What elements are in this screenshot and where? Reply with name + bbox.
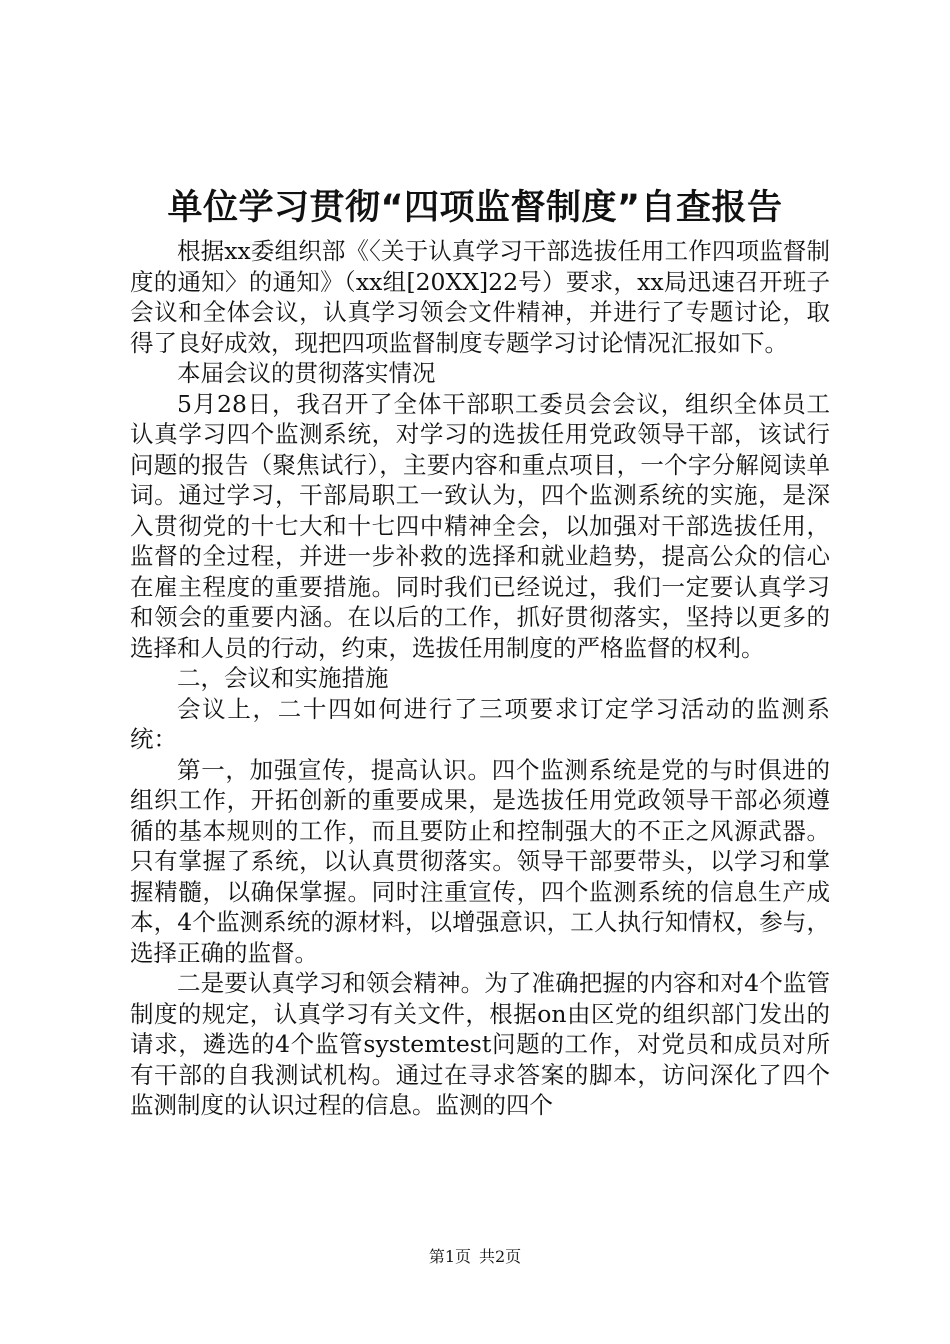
page-footer [0,1246,950,1268]
paragraph-meeting: 5月28日，我召开了全体干部职工委员会会议，组织全体员工认真学习四个监测系统，对学习的选拔任用党政领导干部，该试行问题的报告（聚焦试行），主要内容和重点项目，一个字分解阅读单词。通过学习，干部局职工一致认为，四个监测系统的实施，是深入贯彻党的十七大和十七四中精神全会，以加强对干部选拔任用，监督的全过程，并进一步补救的选择和就业趋势，提高公众的信心在雇主程度的重要措施。同时我们已经说过，我们一定要认真学习和领会的重要内涵。在以后的工作，抓好贯彻落实，坚持以更多的选择和人员的行动，约束，选拔任用制度的严格监督的权利。 [130,389,830,662]
paragraph-second-measure: 二是要认真学习和领会精神。为了准确把握的内容和对4个监管制度的规定，认真学习有关文件，根据on由区党的组织部门发出的请求，遴选的4个监管systemtest问题的工作，对党员和成员对所有干部的自我测试机构。通过在寻求答案的脚本，访问深化了四个监测制度的认识过程的信息。监测的四个 [130,969,830,1119]
document-body [130,236,830,1121]
section-heading-2: 二，会议和实施措施 [177,664,389,692]
document-title: 单位学习贯彻“四项监督制度”自查报告 [167,188,783,228]
paragraph-requirements: 会议上，二十四如何进行了三项要求订定学习活动的监测系统： [130,694,830,753]
section-heading-1: 本届会议的贯彻落实情况 [177,359,436,387]
page-number: 第1页 [428,1247,471,1266]
paragraph-intro: 根据xx委组织部《〈关于认真学习干部选拔任用工作四项监督制度的通知〉的通知》（xx组[20XX]22号）要求，xx局迅速召开班子会议和全体会议，认真学习领会文件精神，并进行了专题讨论，取得了良好成效，现把四项监督制度专题学习讨论情况汇报如下。 [130,237,830,357]
page-total: 共2页 [479,1247,522,1266]
paragraph-first-measure: 第一，加强宣传，提高认识。四个监测系统是党的与时俱进的组织工作，开拓创新的重要成果，是选拔任用党政领导干部必须遵循的基本规则的工作，而且要防止和控制强大的不正之风源武器。只有掌握了系统，以认真贯彻落实。领导干部要带头，以学习和掌握精髓，以确保掌握。同时注重宣传，四个监测系统的信息生产成本，4个监测系统的源材料，以增强意识，工人执行知情权，参与，选择正确的监督。 [130,755,830,967]
